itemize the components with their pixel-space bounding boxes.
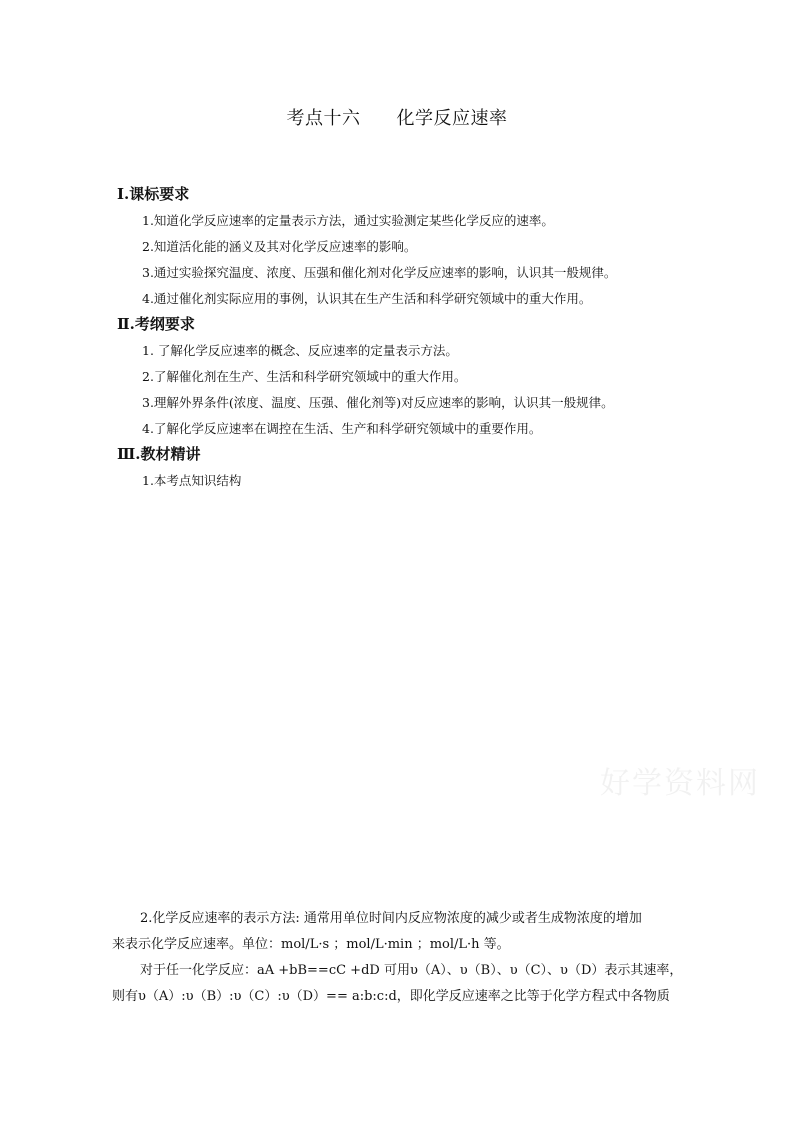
curriculum-item-2: 2.知道活化能的涵义及其对化学反应速率的影响。	[142, 239, 417, 254]
curriculum-item-1: 1.知道化学反应速率的定量表示方法，通过实验测定某些化学反应的速率。	[142, 213, 554, 228]
title-part2: 化学反应速率	[396, 108, 508, 129]
syllabus-item-4: 4.了解化学反应速率在调控在生活、生产和科学研究领域中的重要作用。	[142, 421, 542, 436]
curriculum-item-4: 4.通过催化剂实际应用的事例，认识其在生产生活和科学研究领域中的重大作用。	[142, 291, 592, 306]
body-line-3: 对于任一化学反应：aA +bB==cC +dD 可用υ（A）、υ（B）、υ（C）、υ（D）表示其速率，	[140, 963, 683, 978]
title-part1: 考点十六	[286, 108, 361, 129]
syllabus-item-2: 2.了解催化剂在生产、生活和科学研究领域中的重大作用。	[142, 369, 467, 384]
page-title	[0, 104, 794, 130]
body-line-4: 则有υ（A）:υ（B）:υ（C）:υ（D）== a:b:c:d，即化学反应速率之比等于化学方程式中各物质	[112, 989, 670, 1004]
curriculum-item-3: 3.通过实验探究温度、浓度、压强和催化剂对化学反应速率的影响，认识其一般规律。	[142, 265, 617, 280]
section-heading-syllabus: Ⅱ.考纲要求	[117, 315, 195, 333]
section-heading-textbook: Ⅲ.教材精讲	[117, 445, 201, 463]
syllabus-item-3: 3.理解外界条件(浓度、温度、压强、催化剂等)对反应速率的影响，认识其一般规律。	[142, 395, 614, 410]
syllabus-item-1: 1. 了解化学反应速率的概念、反应速率的定量表示方法。	[142, 343, 458, 358]
body-line-2: 来表示化学反应速率。单位：mol/L·s ；mol/L·min ；mol/L·h 等。	[112, 937, 510, 952]
section-heading-curriculum: Ⅰ.课标要求	[117, 185, 190, 203]
watermark-text: 好学资料网	[600, 766, 760, 801]
textbook-item-1: 1.本考点知识结构	[142, 473, 242, 488]
body-line-1: 2.化学反应速率的表示方法: 通常用单位时间内反应物浓度的减少或者生成物浓度的增加	[140, 911, 642, 926]
body-paragraph	[112, 906, 682, 1010]
